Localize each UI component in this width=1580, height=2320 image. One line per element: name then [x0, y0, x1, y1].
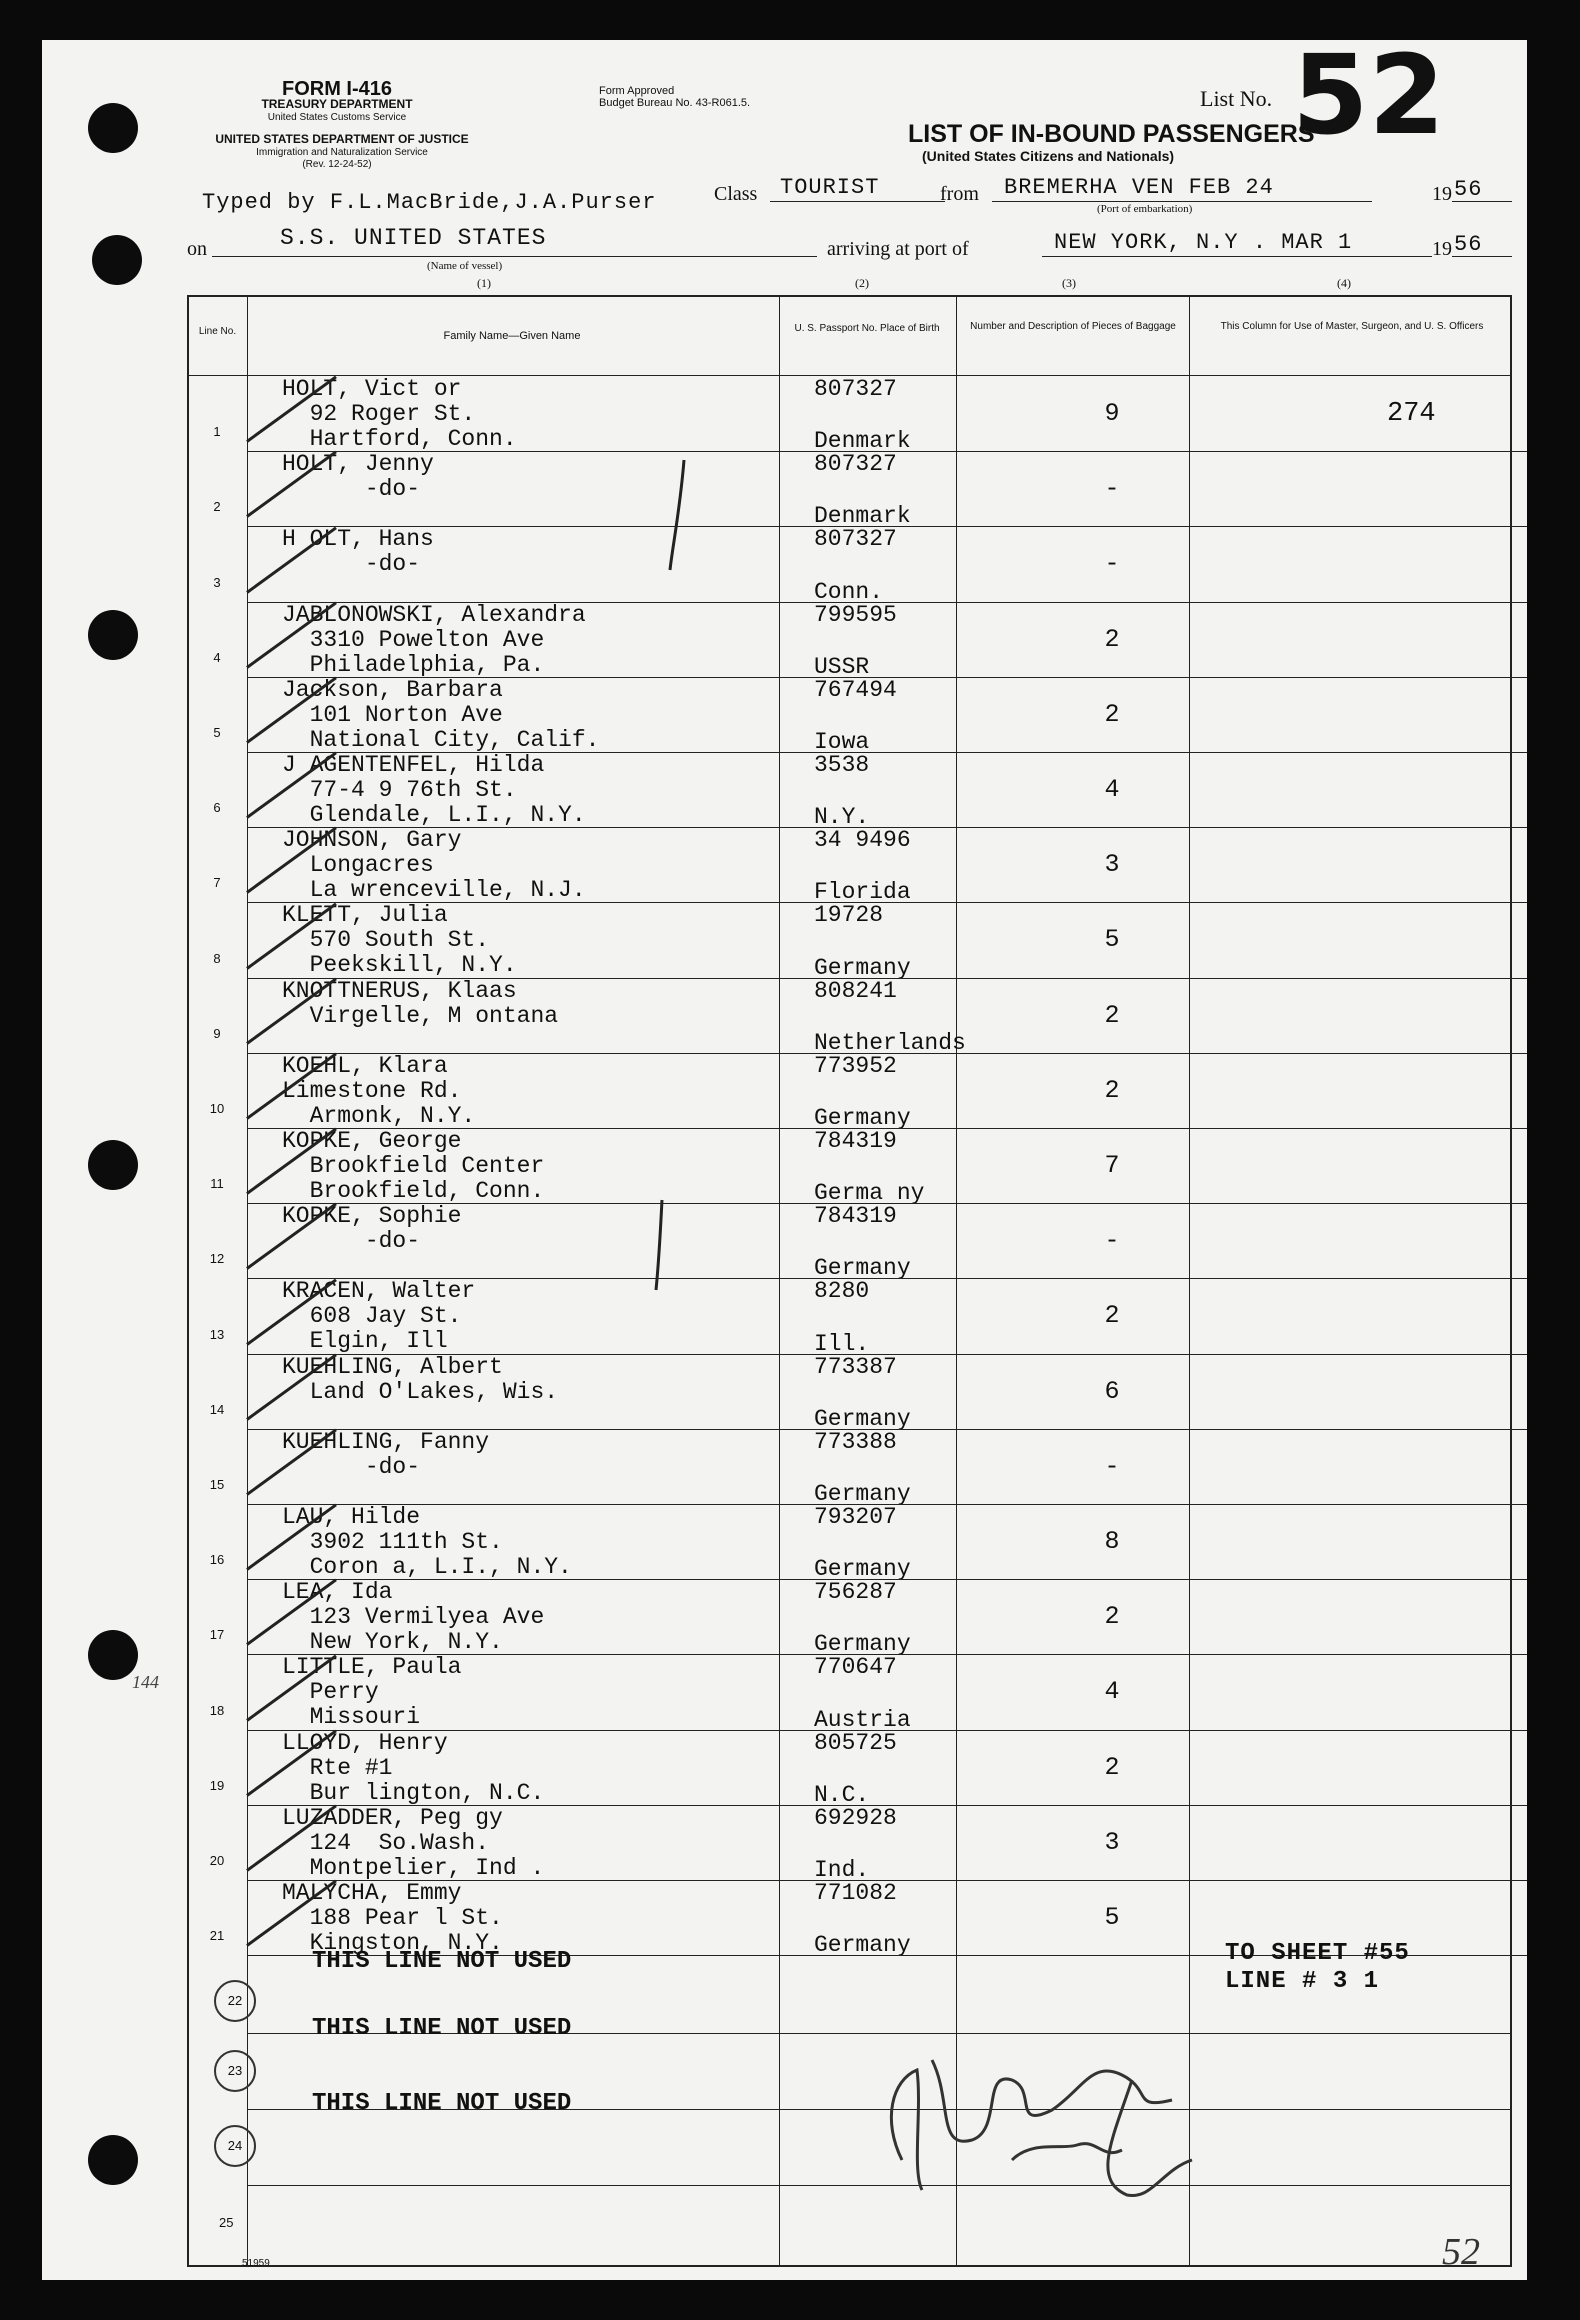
- baggage-count: -: [1104, 1451, 1120, 1481]
- table-row: [42, 1054, 1527, 1129]
- passenger-name: LEA, Ida 123 Vermilyea Ave New York, N.Y.: [282, 1579, 545, 1656]
- baggage-count: 2: [1104, 1301, 1120, 1331]
- baggage-count: 8: [1104, 1527, 1120, 1556]
- col-1-label: (1): [477, 276, 491, 290]
- form-subtitle: (United States Citizens and Nationals): [922, 148, 1175, 164]
- passport-number: 756287: [814, 1579, 897, 1606]
- table-row: [42, 1731, 1527, 1806]
- place-of-birth: Conn.: [814, 578, 884, 605]
- col-2-label: (2): [855, 276, 869, 290]
- line-number: 14: [209, 1401, 225, 1417]
- place-of-birth: Netherlands: [814, 1029, 966, 1056]
- port-embark-caption: (Port of embarkation): [1097, 203, 1193, 215]
- place-of-birth: Germany: [814, 1932, 911, 1959]
- place-of-birth: Germany: [814, 1631, 911, 1658]
- punch-hole: [88, 1630, 138, 1680]
- from-label: from: [940, 183, 979, 205]
- passenger-name: LUZADDER, Peg gy 124 So.Wash. Montpelier, Ind .: [282, 1804, 545, 1881]
- line-number: 8: [213, 950, 221, 966]
- officer-signature: [862, 2020, 1282, 2220]
- passenger-name: Jackson, Barbara 101 Norton Ave National City, Calif.: [282, 676, 600, 753]
- line-number: 2: [213, 499, 221, 515]
- line-number: 7: [213, 875, 221, 891]
- vessel-name: S.S. UNITED STATES: [280, 225, 547, 251]
- place-of-birth: Denmark: [814, 503, 911, 530]
- passenger-name: LAU, Hilde 3902 111th St. Coron a, L.I., N.Y.: [282, 1504, 572, 1580]
- passenger-name: LLOYD, Henry Rte #1 Bur lington, N.C.: [282, 1729, 545, 1806]
- baggage-count: 6: [1104, 1376, 1120, 1406]
- table-row: [42, 1355, 1527, 1430]
- col-header-baggage: Number and Description of Pieces of Baggage: [970, 321, 1176, 332]
- margin-note: 144: [132, 1672, 159, 1692]
- passport-number: 773952: [814, 1052, 897, 1079]
- place-of-birth: N.C.: [814, 1781, 870, 1808]
- line-number: 11: [210, 1176, 224, 1192]
- line-number-24: 24: [214, 2125, 256, 2167]
- baggage-count: 7: [1104, 1151, 1120, 1180]
- passenger-name: KOEHL, Klara Limestone Rd. Armonk, N.Y.: [282, 1052, 476, 1129]
- passport-number: 8280: [814, 1278, 870, 1305]
- passenger-name: KRACEN, Walter 608 Jay St. Elgin, Ill: [282, 1278, 476, 1355]
- passport-number: 799595: [814, 601, 897, 628]
- passport-number: 19728: [814, 902, 884, 929]
- passport-number: 692928: [814, 1804, 897, 1831]
- place-of-birth: N.Y.: [814, 804, 870, 831]
- passenger-name: LITTLE, Paula Perry Missouri: [282, 1654, 462, 1731]
- baggage-count: 9: [1104, 399, 1120, 428]
- line-number: 15: [209, 1476, 225, 1492]
- arriving-label: arriving at port of: [827, 238, 969, 260]
- officer-note: 274: [1387, 399, 1436, 429]
- passport-number: 773388: [814, 1428, 897, 1455]
- place-of-birth: Germany: [814, 1405, 911, 1432]
- baggage-count: -: [1104, 549, 1120, 579]
- passport-number: 34 9496: [814, 827, 911, 854]
- dept-justice-sub: Immigration and Naturalization Service: [256, 147, 428, 158]
- line-number-22: 22: [214, 1980, 256, 2022]
- table-row: [42, 902, 1527, 981]
- passport-number: 807327: [814, 526, 897, 553]
- place-of-birth: Ill.: [814, 1330, 870, 1357]
- line-number: 13: [209, 1326, 225, 1342]
- line-number: 12: [209, 1251, 225, 1267]
- baggage-count: 2: [1104, 1075, 1120, 1105]
- place-of-birth: Germany: [814, 1480, 911, 1507]
- margin-strokes: [642, 440, 702, 1340]
- year2-prefix: 19: [1432, 238, 1452, 260]
- passenger-name: KOPKE, Sophie -do-: [282, 1203, 462, 1255]
- year1-suffix: 56: [1454, 177, 1483, 202]
- unused-row-23-text: THIS LINE NOT USED: [312, 2015, 572, 2042]
- line-number: 20: [209, 1852, 225, 1868]
- form-title: LIST OF IN-BOUND PASSENGERS: [908, 120, 1315, 148]
- line-number: 4: [213, 649, 221, 665]
- baggage-count: 3: [1104, 850, 1120, 880]
- dept-treasury-sub: United States Customs Service: [267, 112, 407, 123]
- corner-mark: 52: [1442, 2231, 1480, 2273]
- line-number-25: 25: [219, 2215, 234, 2230]
- place-of-birth: Iowa: [814, 728, 870, 755]
- passport-number: 784319: [814, 1128, 897, 1154]
- table-row: [42, 603, 1527, 678]
- passenger-name: KOPKE, George Brookfield Center Brookfield, Conn.: [282, 1128, 545, 1204]
- form-approved: Form Approved: [599, 85, 675, 97]
- table-row: [42, 827, 1527, 906]
- passenger-name: J AGENTENFEL, Hilda 77-4 9 76th St. Glendale, L.I., N.Y.: [282, 752, 586, 828]
- list-number: 52: [1292, 31, 1446, 159]
- table-row: [42, 451, 1527, 530]
- arrival-port: NEW YORK, N.Y . MAR 1: [1054, 230, 1353, 255]
- line-number: 18: [209, 1702, 225, 1718]
- form-number: FORM I-416: [282, 78, 393, 100]
- baggage-count: 5: [1104, 1903, 1120, 1932]
- place-of-birth: USSR: [814, 653, 870, 680]
- to-line: LINE # 3 1: [1225, 1968, 1380, 1995]
- table-row: [42, 1654, 1527, 1733]
- line-number: 5: [213, 724, 221, 740]
- line-number: 6: [213, 800, 221, 816]
- punch-hole: [88, 103, 138, 153]
- typed-by: Typed by F.L.MacBride,J.A.Purser: [202, 190, 657, 215]
- table-row: [42, 1579, 1527, 1658]
- col-header-passport: U. S. Passport No. Place of Birth: [794, 323, 940, 334]
- table-row: [42, 752, 1527, 831]
- class-label: Class: [714, 183, 758, 205]
- class-value: TOURIST: [780, 175, 880, 200]
- passenger-name: KLETT, Julia 570 South St. Peekskill, N.Y.: [282, 902, 517, 979]
- place-of-birth: Germany: [814, 1255, 911, 1282]
- line-number: 21: [209, 1928, 225, 1944]
- vessel-caption: (Name of vessel): [427, 260, 503, 272]
- table-row: [42, 526, 1527, 605]
- passenger-name: KNOTTNERUS, Klaas Virgelle, M ontana: [282, 977, 559, 1029]
- place-of-birth: Florida: [814, 879, 911, 906]
- place-of-birth: Germa ny: [814, 1180, 925, 1207]
- passport-number: 767494: [814, 676, 897, 703]
- year1-prefix: 19: [1432, 183, 1452, 205]
- line-number: 9: [213, 1025, 221, 1041]
- passport-number: 773387: [814, 1353, 897, 1380]
- manifest-page: [42, 31, 1527, 2280]
- table-row: [42, 678, 1527, 753]
- baggage-count: 2: [1104, 1752, 1120, 1782]
- passport-number: 805725: [814, 1729, 897, 1756]
- table-row: [42, 1806, 1527, 1881]
- line-number-23: 23: [214, 2050, 256, 2092]
- passenger-name: JABLONOWSKI, Alexandra 3310 Powelton Ave Philadelphia, Pa.: [282, 601, 586, 678]
- passenger-name: KUEHLING, Fanny -do-: [282, 1428, 490, 1480]
- line-number: 17: [209, 1627, 225, 1643]
- footer-code: 51959: [242, 2258, 270, 2269]
- passport-number: 770647: [814, 1654, 897, 1681]
- line-number: 3: [213, 574, 221, 590]
- dept-justice: UNITED STATES DEPARTMENT OF JUSTICE: [215, 132, 469, 146]
- list-label: List No.: [1200, 86, 1273, 111]
- baggage-count: 2: [1104, 1000, 1120, 1030]
- on-label: on: [187, 238, 207, 260]
- table-row: [42, 1203, 1527, 1282]
- passenger-name: MALYCHA, Emmy 188 Pear l St. Kingston, N.Y.: [282, 1880, 503, 1956]
- baggage-count: 4: [1104, 1677, 1120, 1707]
- year2-suffix: 56: [1454, 232, 1483, 257]
- table-row: [42, 979, 1527, 1054]
- col-header-officers: This Column for Use of Master, Surgeon, and U. S. Officers: [1220, 321, 1484, 332]
- budget-number: Budget Bureau No. 43-R061.5.: [599, 97, 751, 109]
- passenger-name: JOHNSON, Gary Longacres La wrenceville, N.J.: [282, 827, 586, 904]
- baggage-count: 5: [1104, 925, 1120, 955]
- col-3-label: (3): [1062, 276, 1076, 290]
- punch-hole: [92, 235, 142, 285]
- place-of-birth: Germany: [814, 954, 911, 981]
- dept-treasury: TREASURY DEPARTMENT: [261, 97, 413, 111]
- line-number: 16: [209, 1552, 225, 1568]
- unused-row-24-text: THIS LINE NOT USED: [312, 2090, 572, 2117]
- place-of-birth: Germany: [814, 1104, 911, 1131]
- place-of-birth: Austria: [814, 1706, 911, 1733]
- baggage-count: -: [1104, 474, 1120, 504]
- place-of-birth: Germany: [814, 1556, 911, 1583]
- passport-number: 771082: [814, 1880, 897, 1906]
- punch-hole: [88, 610, 138, 660]
- passport-number: 3538: [814, 752, 870, 778]
- table-row: [42, 1278, 1527, 1357]
- revision: (Rev. 12-24-52): [302, 159, 372, 170]
- col-header-name: Family Name—Given Name: [443, 330, 581, 342]
- passenger-name: HOLT, Vict or 92 Roger St. Hartford, Conn.: [282, 376, 517, 452]
- table-row: [42, 1504, 1527, 1583]
- passenger-name: HOLT, Jenny -do-: [282, 451, 434, 503]
- baggage-count: 2: [1104, 1602, 1120, 1632]
- baggage-count: 4: [1104, 775, 1120, 804]
- punch-hole: [88, 1140, 138, 1190]
- line-number: 10: [209, 1100, 225, 1116]
- passenger-name: H OLT, Hans -do-: [282, 526, 434, 578]
- baggage-count: 2: [1104, 699, 1120, 729]
- table-row: [42, 376, 1527, 455]
- col-header-line: Line No.: [198, 326, 237, 337]
- punch-hole: [88, 2135, 138, 2185]
- line-number: 1: [213, 424, 221, 440]
- to-sheet: TO SHEET #55: [1225, 1940, 1410, 1967]
- table-row: [42, 1430, 1527, 1505]
- place-of-birth: Ind.: [814, 1856, 870, 1883]
- from-value: BREMERHA VEN FEB 24: [1004, 175, 1274, 200]
- passport-number: 784319: [814, 1203, 897, 1230]
- passport-number: 793207: [814, 1504, 897, 1530]
- table-row: [42, 1128, 1527, 1207]
- passenger-name: KUEHLING, Albert Land O'Lakes, Wis.: [282, 1353, 559, 1405]
- passport-number: 807327: [814, 376, 897, 402]
- place-of-birth: Denmark: [814, 428, 911, 455]
- unused-row-22-text: THIS LINE NOT USED: [312, 1948, 572, 1975]
- baggage-count: 2: [1104, 624, 1120, 654]
- baggage-count: -: [1104, 1226, 1120, 1256]
- col-4-label: (4): [1337, 276, 1351, 290]
- passport-number: 808241: [814, 977, 897, 1004]
- line-number: 19: [209, 1777, 225, 1793]
- passport-number: 807327: [814, 451, 897, 478]
- baggage-count: 3: [1104, 1827, 1120, 1857]
